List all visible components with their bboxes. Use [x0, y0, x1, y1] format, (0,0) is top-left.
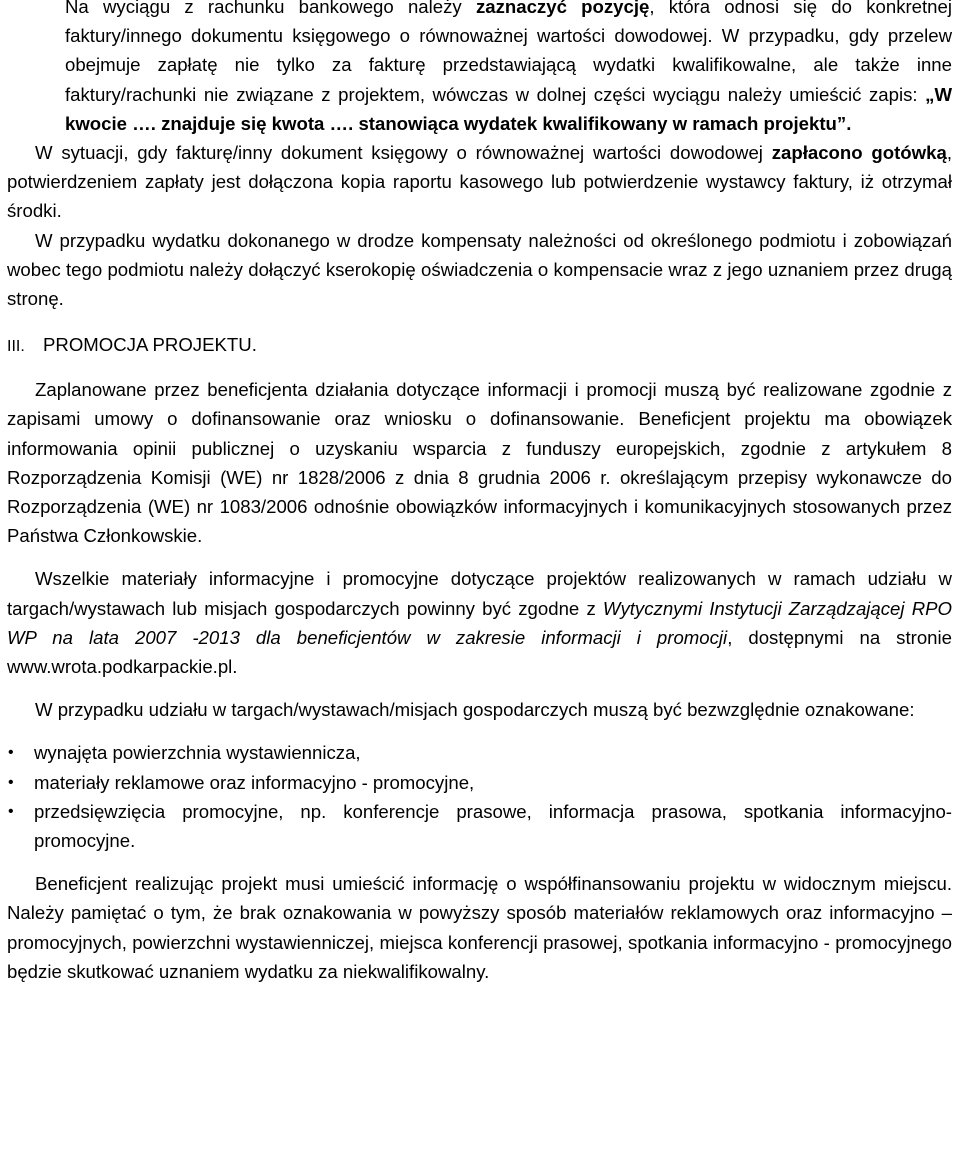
bold-text: zapłacono gotówką	[771, 142, 947, 164]
bullet-icon: •	[8, 744, 14, 762]
list-item-text: materiały reklamowe oraz informacyjno - promocyjne,	[34, 771, 475, 793]
italic-guidelines: Wytycznymi Instytucji Zarządzającej RPO WP na lata 2007 -2013 dla beneficjentów w zakresie informacji i promocji	[7, 597, 952, 648]
list-item	[7, 797, 952, 855]
text-span: Na wyciągu z rachunku bankowego należy	[65, 0, 476, 17]
text-span: Wszelkie materiały informacyjne i promocyjne dotyczące projektów realizowanych w ramach udziału w targach/wystawach lub misjach gospodarczych powinny być zgodne z	[7, 568, 952, 619]
bullet-list	[7, 738, 952, 855]
paragraph-cash-payment	[7, 138, 952, 226]
list-item	[7, 738, 952, 767]
section-heading	[7, 331, 952, 361]
bold-quote: „W kwocie …. znajduje się kwota …. stanowiąca wydatek kwalifikowany w ramach projektu”.	[65, 83, 952, 134]
bullet-icon: •	[8, 802, 14, 820]
text-span: W sytuacji, gdy fakturę/inny dokument księgowy o równoważnej wartości dowodowej	[35, 142, 772, 164]
list-item-text: wynajęta powierzchnia wystawiennicza,	[34, 742, 361, 764]
paragraph-cofinancing-info: Beneficjent realizując projekt musi umieścić informację o współfinansowaniu projektu w widocznym miejscu. Należy pamiętać o tym, że brak oznakowania w powyższy sposób materiałów reklamowych oraz informacyjno – promocyjnych, powierzchni wystawienniczej, miejsca konferencji prasowej, spotkania informacyjno - promocyjnego będzie skutkować uznaniem wydatku za niekwalifikowalny.	[7, 873, 952, 982]
paragraph-compensation: W przypadku wydatku dokonanego w drodze kompensaty należności od określonego podmiotu i zobowiązań wobec tego podmiotu należy dołączyć kserokopię oświadczenia o kompensacie wraz z jego uznaniem przez drugą stronę.	[7, 229, 952, 310]
section-title: PROMOCJA PROJEKTU.	[43, 334, 257, 356]
paragraph-bank-statement	[7, 0, 952, 138]
text-span: , która odnosi się do konkretnej faktury/innego dokumentu księgowego o równoważnej wartości dowodowej. W przypadku, gdy przelew obejmuje zapłatę nie tylko za fakturę przedstawiającą wydatki kwalifikowalne, ale także inne faktury/rachunki nie związane z projektem, wówczas w dolnej części wyciągu należy umieścić zapis:	[65, 0, 952, 105]
list-item-text: przedsięwzięcia promocyjne, np. konferencje prasowe, informacja prasowa, spotkania informacyjno-promocyjne.	[34, 800, 952, 852]
text-span: , dostępnymi na stronie www.wrota.podkarpackie.pl.	[7, 626, 952, 678]
paragraph-promotion-obligations: Zaplanowane przez beneficjenta działania dotyczące informacji i promocji muszą być realizowane zgodnie z zapisami umowy o dofinansowanie oraz wniosku o dofinansowanie. Beneficjent projektu ma obowiązek informowania opinii publicznej o uzyskaniu wsparcia z funduszy europejskich, zgodnie z artykułem 8 Rozporządzenia Komisji (WE) nr 1828/2006 z dnia 8 grudnia 2006 r. określającym przepisy wykonawcze do Rozporządzenia (WE) nr 1083/2006 odnośnie obowiązków informacyjnych i komunikacyjnych stosowanych przez Państwa Członkowskie.	[7, 379, 952, 547]
section-number: III.	[7, 338, 25, 356]
list-item	[7, 768, 952, 797]
paragraph-labeling-requirement: W przypadku udziału w targach/wystawach/misjach gospodarczych muszą być bezwzględnie oznakowane:	[35, 699, 915, 721]
paragraph-promotional-materials	[7, 564, 952, 681]
bullet-icon: •	[8, 773, 14, 791]
text-span: , potwierdzeniem zapłaty jest dołączona kopia raportu kasowego lub potwierdzenie wystawcy faktury, iż otrzymał środki.	[7, 142, 952, 222]
bold-text: zaznaczyć pozycję	[475, 0, 650, 17]
